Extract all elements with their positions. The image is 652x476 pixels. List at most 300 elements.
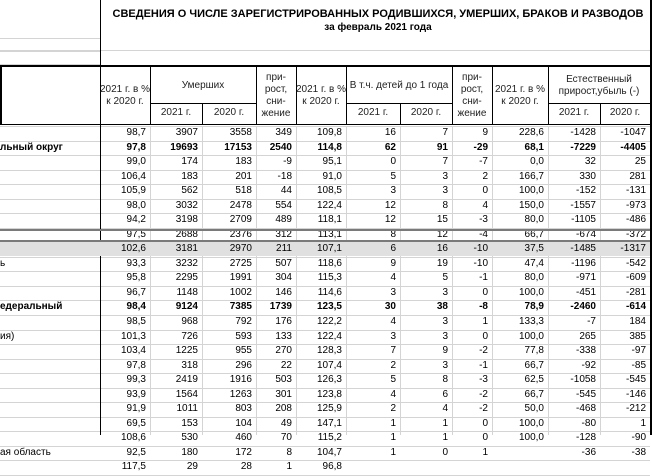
table-cell[interactable]: 77,8: [524, 345, 544, 357]
table-cell[interactable]: 2: [390, 359, 396, 371]
table-row[interactable]: [0, 242, 652, 256]
table-cell[interactable]: 0: [482, 185, 488, 197]
table-cell[interactable]: 503: [275, 374, 292, 386]
table-cell[interactable]: 312: [275, 228, 292, 240]
table-cell[interactable]: 3558: [229, 127, 252, 138]
table-cell[interactable]: 8: [442, 199, 448, 211]
table-cell[interactable]: 123,5: [316, 301, 342, 313]
table-cell[interactable]: 1: [286, 461, 292, 473]
table-cell[interactable]: 3232: [175, 257, 198, 269]
table-cell[interactable]: 593: [235, 330, 252, 342]
table-cell[interactable]: -1196: [571, 257, 596, 269]
table-cell[interactable]: -1317: [620, 243, 646, 255]
table-cell[interactable]: -92: [581, 359, 596, 371]
table-cell[interactable]: 330: [579, 170, 596, 182]
table-cell[interactable]: 1011: [176, 403, 198, 415]
table-cell[interactable]: 2970: [229, 243, 252, 255]
table-cell[interactable]: 2540: [269, 141, 292, 153]
table-cell[interactable]: 1991: [229, 272, 252, 284]
table-cell[interactable]: 5: [442, 272, 448, 284]
table-cell[interactable]: 107,4: [316, 359, 342, 371]
table-row[interactable]: [0, 213, 652, 227]
region-name-cell[interactable]: [0, 431, 98, 445]
region-name-cell[interactable]: [0, 228, 98, 242]
table-cell[interactable]: 208: [275, 403, 292, 415]
table-cell[interactable]: -8: [479, 301, 488, 313]
table-row[interactable]: [0, 315, 652, 329]
table-cell[interactable]: 7: [390, 345, 396, 357]
table-cell[interactable]: 7385: [229, 301, 252, 313]
table-cell[interactable]: 9124: [175, 301, 198, 313]
table-cell[interactable]: -1428: [570, 127, 596, 138]
table-cell[interactable]: 15: [436, 214, 448, 226]
table-cell[interactable]: 0,0: [530, 156, 544, 168]
table-cell[interactable]: 1263: [229, 388, 252, 400]
table-cell[interactable]: -29: [473, 141, 488, 153]
region-name-cell[interactable]: [0, 155, 98, 169]
table-cell[interactable]: -1105: [571, 214, 596, 226]
table-cell[interactable]: 166,7: [518, 170, 544, 182]
table-cell[interactable]: -674: [575, 228, 596, 240]
table-cell[interactable]: 2419: [175, 374, 198, 386]
table-cell[interactable]: 150,0: [518, 199, 544, 211]
table-row[interactable]: [0, 431, 652, 445]
table-cell[interactable]: 304: [275, 272, 292, 284]
table-cell[interactable]: 100,0: [518, 286, 544, 298]
region-name-cell[interactable]: едеральный: [0, 301, 63, 313]
table-cell[interactable]: 792: [235, 316, 252, 328]
table-cell[interactable]: -2: [479, 388, 488, 400]
table-cell[interactable]: 100,0: [518, 330, 544, 342]
table-cell[interactable]: 2295: [175, 272, 198, 284]
table-cell[interactable]: -18: [277, 170, 292, 182]
table-cell[interactable]: 3: [390, 330, 396, 342]
table-cell[interactable]: 201: [235, 170, 252, 182]
table-cell[interactable]: 117,5: [121, 461, 146, 473]
table-cell[interactable]: -1557: [570, 199, 596, 211]
table-row[interactable]: [0, 170, 652, 184]
table-cell[interactable]: -1058: [570, 374, 596, 386]
table-cell[interactable]: 518: [235, 185, 252, 197]
table-cell[interactable]: -152: [575, 185, 596, 197]
region-name-cell[interactable]: [0, 286, 98, 300]
table-cell[interactable]: 0: [482, 432, 488, 444]
table-cell[interactable]: 93,3: [126, 257, 146, 269]
table-row[interactable]: [0, 126, 652, 140]
table-cell[interactable]: -146: [625, 388, 646, 400]
region-name-cell[interactable]: [0, 213, 98, 227]
table-cell[interactable]: 16: [436, 243, 448, 255]
table-cell[interactable]: 97,8: [126, 141, 146, 153]
table-cell[interactable]: -609: [625, 272, 646, 284]
table-cell[interactable]: -486: [625, 214, 646, 226]
table-cell[interactable]: 49: [280, 417, 292, 429]
table-cell[interactable]: 99,3: [126, 374, 146, 386]
table-cell[interactable]: 3: [442, 359, 448, 371]
table-cell[interactable]: 2688: [175, 228, 198, 240]
table-cell[interactable]: -212: [625, 403, 646, 415]
table-cell[interactable]: -2460: [570, 301, 596, 313]
table-cell[interactable]: -85: [631, 359, 646, 371]
region-name-cell[interactable]: [0, 417, 98, 431]
table-cell[interactable]: 1: [442, 432, 448, 444]
table-cell[interactable]: 176: [275, 316, 292, 328]
table-cell[interactable]: 38: [436, 301, 448, 313]
table-cell[interactable]: -1485: [570, 243, 596, 255]
region-name-cell[interactable]: [0, 373, 98, 387]
table-row[interactable]: [0, 330, 652, 344]
table-cell[interactable]: 80,0: [524, 214, 544, 226]
table-cell[interactable]: -545: [575, 388, 596, 400]
table-cell[interactable]: 1: [640, 417, 646, 429]
table-cell[interactable]: 4: [390, 272, 396, 284]
table-cell[interactable]: -971: [575, 272, 596, 284]
table-cell[interactable]: 726: [181, 330, 198, 342]
table-cell[interactable]: -3: [479, 214, 488, 226]
table-row[interactable]: [0, 373, 652, 387]
table-cell[interactable]: 91: [436, 141, 448, 153]
table-row[interactable]: [0, 446, 652, 460]
table-cell[interactable]: 0: [442, 446, 448, 458]
table-cell[interactable]: 108,5: [316, 185, 342, 197]
table-cell[interactable]: 1: [442, 417, 448, 429]
table-cell[interactable]: 7: [442, 127, 448, 138]
table-cell[interactable]: 0: [482, 286, 488, 298]
table-cell[interactable]: 16: [384, 127, 396, 138]
table-cell[interactable]: 3198: [175, 214, 198, 226]
table-cell[interactable]: -7: [587, 316, 596, 328]
table-cell[interactable]: -338: [575, 345, 596, 357]
region-name-cell[interactable]: [0, 184, 98, 198]
table-cell[interactable]: -7: [479, 156, 488, 168]
table-cell[interactable]: 98,7: [126, 127, 146, 138]
table-cell[interactable]: -973: [625, 199, 646, 211]
table-cell[interactable]: 133: [275, 330, 292, 342]
region-name-cell[interactable]: [0, 271, 98, 285]
table-cell[interactable]: 78,9: [524, 301, 544, 313]
table-cell[interactable]: 3: [390, 286, 396, 298]
table-cell[interactable]: 2709: [229, 214, 252, 226]
region-name-cell[interactable]: льный округ: [0, 141, 63, 153]
table-cell[interactable]: 3032: [175, 199, 198, 211]
table-cell[interactable]: 62: [384, 141, 396, 153]
table-cell[interactable]: 66,7: [524, 228, 544, 240]
table-cell[interactable]: 4: [390, 316, 396, 328]
table-cell[interactable]: 9: [482, 127, 488, 138]
table-cell[interactable]: 100,0: [518, 432, 544, 444]
table-cell[interactable]: -2: [479, 403, 488, 415]
table-row[interactable]: [0, 344, 652, 358]
region-name-cell[interactable]: ия): [0, 330, 15, 342]
table-cell[interactable]: 98,0: [126, 199, 146, 211]
table-cell[interactable]: 0: [482, 417, 488, 429]
table-cell[interactable]: 105,9: [120, 185, 146, 197]
table-cell[interactable]: 17153: [224, 141, 252, 153]
table-cell[interactable]: 80,0: [524, 272, 544, 284]
table-cell[interactable]: 4: [442, 403, 448, 415]
table-cell[interactable]: 153: [181, 417, 198, 429]
table-row[interactable]: [0, 402, 652, 416]
table-cell[interactable]: 1002: [229, 286, 252, 298]
table-cell[interactable]: 94,2: [126, 214, 146, 226]
table-cell[interactable]: 9: [442, 345, 448, 357]
table-cell[interactable]: 118,1: [317, 214, 342, 226]
table-cell[interactable]: 1148: [176, 286, 198, 298]
table-cell[interactable]: 25: [634, 156, 646, 168]
table-row[interactable]: [0, 286, 652, 300]
table-cell[interactable]: 37,5: [524, 243, 544, 255]
table-cell[interactable]: 19693: [170, 141, 198, 153]
table-cell[interactable]: 123,8: [316, 388, 342, 400]
table-cell[interactable]: [452, 460, 488, 474]
table-cell[interactable]: 32: [584, 156, 596, 168]
table-cell[interactable]: -545: [625, 374, 646, 386]
table-cell[interactable]: 93,9: [126, 388, 146, 400]
table-cell[interactable]: 460: [235, 432, 252, 444]
table-cell[interactable]: 70: [280, 432, 292, 444]
table-cell[interactable]: 8: [390, 228, 396, 240]
table-cell[interactable]: -372: [625, 228, 646, 240]
table-cell[interactable]: 562: [181, 185, 198, 197]
table-cell[interactable]: 96,7: [126, 286, 146, 298]
table-cell[interactable]: 184: [629, 316, 646, 328]
table-cell[interactable]: 147,1: [316, 417, 342, 429]
table-cell[interactable]: 122,2: [316, 316, 342, 328]
region-name-cell[interactable]: ь: [0, 257, 6, 269]
table-cell[interactable]: -128: [575, 432, 596, 444]
table-row[interactable]: [0, 199, 652, 213]
table-cell[interactable]: 349: [275, 127, 292, 138]
table-cell[interactable]: 97,5: [126, 228, 146, 240]
table-cell[interactable]: 228,6: [518, 127, 544, 138]
table-cell[interactable]: 1: [482, 316, 488, 328]
table-cell[interactable]: 22: [280, 359, 292, 371]
table-cell[interactable]: 968: [181, 316, 198, 328]
table-cell[interactable]: 19: [436, 257, 448, 269]
table-cell[interactable]: 146: [275, 286, 292, 298]
table-cell[interactable]: 2: [482, 170, 488, 182]
table-cell[interactable]: 98,4: [126, 301, 146, 313]
table-cell[interactable]: 3181: [175, 243, 198, 255]
region-name-cell[interactable]: [0, 170, 98, 184]
table-row[interactable]: [0, 359, 652, 373]
table-cell[interactable]: 1: [390, 446, 396, 458]
table-cell[interactable]: 2: [390, 403, 396, 415]
table-cell[interactable]: 1: [390, 432, 396, 444]
table-cell[interactable]: 69,5: [126, 417, 146, 429]
table-cell[interactable]: 66,7: [524, 359, 544, 371]
table-cell[interactable]: -38: [631, 446, 646, 458]
table-cell[interactable]: 118,6: [317, 257, 342, 269]
table-cell[interactable]: -7229: [570, 141, 596, 153]
table-cell[interactable]: 95,1: [322, 156, 342, 168]
table-cell[interactable]: 97,8: [126, 359, 146, 371]
table-cell[interactable]: -4: [479, 228, 488, 240]
table-cell[interactable]: 104: [235, 417, 252, 429]
region-name-cell[interactable]: [0, 344, 98, 358]
table-cell[interactable]: 50,0: [524, 403, 544, 415]
table-cell[interactable]: 7: [442, 156, 448, 168]
table-cell[interactable]: -4405: [620, 141, 646, 153]
table-cell[interactable]: 115,2: [317, 432, 342, 444]
table-cell[interactable]: 0: [390, 156, 396, 168]
table-cell[interactable]: 1: [482, 446, 488, 458]
table-cell[interactable]: 211: [276, 243, 292, 255]
region-name-cell[interactable]: [0, 126, 98, 140]
table-cell[interactable]: 174: [181, 156, 198, 168]
table-cell[interactable]: 2725: [229, 257, 252, 269]
table-row[interactable]: [0, 257, 652, 271]
table-cell[interactable]: 530: [181, 432, 198, 444]
table-cell[interactable]: 270: [275, 345, 292, 357]
region-name-cell[interactable]: [0, 460, 98, 474]
table-cell[interactable]: [346, 460, 396, 474]
table-cell[interactable]: 91,0: [322, 170, 342, 182]
region-name-cell[interactable]: [0, 388, 98, 402]
region-name-cell[interactable]: [0, 402, 98, 416]
table-row[interactable]: [0, 417, 652, 431]
table-cell[interactable]: 3907: [175, 127, 198, 138]
table-cell[interactable]: 180: [181, 446, 198, 458]
table-cell[interactable]: 4: [482, 199, 488, 211]
table-cell[interactable]: 101,3: [120, 330, 146, 342]
table-cell[interactable]: 113,1: [317, 228, 342, 240]
table-cell[interactable]: 5: [390, 374, 396, 386]
table-cell[interactable]: 183: [181, 170, 198, 182]
table-cell[interactable]: 955: [235, 345, 252, 357]
table-cell[interactable]: 172: [235, 446, 252, 458]
table-row[interactable]: [0, 228, 652, 242]
table-cell[interactable]: 128,3: [316, 345, 342, 357]
table-cell[interactable]: 100,0: [518, 417, 544, 429]
table-row[interactable]: [0, 271, 652, 285]
table-cell[interactable]: 106,4: [120, 170, 146, 182]
table-cell[interactable]: 0: [482, 330, 488, 342]
table-cell[interactable]: 12: [384, 199, 396, 211]
table-cell[interactable]: 47,4: [524, 257, 544, 269]
table-cell[interactable]: 30: [384, 301, 396, 313]
table-cell[interactable]: 183: [235, 156, 252, 168]
table-cell[interactable]: -36: [581, 446, 596, 458]
table-cell[interactable]: 3: [390, 185, 396, 197]
region-name-cell[interactable]: [0, 199, 98, 213]
table-cell[interactable]: 3: [442, 286, 448, 298]
table-cell[interactable]: [548, 460, 596, 474]
table-cell[interactable]: 66,7: [524, 388, 544, 400]
table-cell[interactable]: 62,5: [524, 374, 544, 386]
table-cell[interactable]: 133,3: [518, 316, 544, 328]
table-cell[interactable]: 281: [629, 170, 646, 182]
table-cell[interactable]: -542: [625, 257, 646, 269]
table-cell[interactable]: 109,8: [316, 127, 342, 138]
table-cell[interactable]: 3: [442, 185, 448, 197]
table-cell[interactable]: 92,5: [126, 446, 146, 458]
table-cell[interactable]: -614: [625, 301, 646, 313]
table-cell[interactable]: 28: [240, 461, 252, 473]
table-row[interactable]: [0, 388, 652, 402]
table-cell[interactable]: 100,0: [518, 185, 544, 197]
table-cell[interactable]: [492, 446, 544, 460]
table-cell[interactable]: 1916: [229, 374, 252, 386]
table-cell[interactable]: -1: [479, 272, 488, 284]
table-cell[interactable]: 12: [436, 228, 448, 240]
table-cell[interactable]: 126,3: [316, 374, 342, 386]
table-cell[interactable]: 296: [235, 359, 252, 371]
table-row[interactable]: [0, 155, 652, 169]
table-cell[interactable]: -3: [479, 374, 488, 386]
table-cell[interactable]: 4: [390, 388, 396, 400]
table-cell[interactable]: 489: [275, 214, 292, 226]
table-cell[interactable]: 122,4: [316, 330, 342, 342]
table-cell[interactable]: 114,8: [317, 141, 342, 153]
table-cell[interactable]: 3: [442, 330, 448, 342]
table-row[interactable]: [0, 460, 652, 474]
table-cell[interactable]: 104,7: [316, 446, 342, 458]
table-cell[interactable]: 108,6: [120, 432, 146, 444]
table-cell[interactable]: 8: [442, 374, 448, 386]
table-cell[interactable]: 2376: [229, 228, 252, 240]
table-cell[interactable]: -90: [631, 432, 646, 444]
region-name-cell[interactable]: [0, 359, 98, 373]
table-cell[interactable]: [492, 460, 544, 474]
table-cell[interactable]: -10: [473, 243, 488, 255]
table-cell[interactable]: 803: [235, 403, 252, 415]
table-cell[interactable]: 318: [181, 359, 198, 371]
table-row[interactable]: [0, 300, 652, 314]
region-name-cell[interactable]: [0, 315, 98, 329]
table-cell[interactable]: 98,5: [126, 316, 146, 328]
table-cell[interactable]: 68,1: [524, 141, 544, 153]
table-row[interactable]: [0, 141, 652, 155]
table-cell[interactable]: 5: [390, 170, 396, 182]
table-row[interactable]: [0, 184, 652, 198]
table-cell[interactable]: 1: [390, 417, 396, 429]
table-cell[interactable]: -1: [479, 359, 488, 371]
region-name-cell[interactable]: [0, 242, 98, 256]
table-cell[interactable]: 1739: [269, 301, 292, 313]
table-cell[interactable]: 265: [579, 330, 596, 342]
table-cell[interactable]: -468: [575, 403, 596, 415]
table-cell[interactable]: 96,8: [322, 461, 342, 473]
table-cell[interactable]: 103,4: [120, 345, 146, 357]
table-cell[interactable]: -1047: [620, 127, 646, 138]
table-cell[interactable]: 3: [442, 316, 448, 328]
table-cell[interactable]: [400, 460, 448, 474]
table-cell[interactable]: 122,4: [316, 199, 342, 211]
table-cell[interactable]: 1225: [175, 345, 198, 357]
table-cell[interactable]: 8: [286, 446, 292, 458]
table-cell[interactable]: 102,6: [120, 243, 146, 255]
table-cell[interactable]: 44: [280, 185, 292, 197]
table-cell[interactable]: 107,1: [316, 243, 342, 255]
table-cell[interactable]: 95,8: [126, 272, 146, 284]
table-cell[interactable]: -97: [631, 345, 646, 357]
table-cell[interactable]: 99,0: [126, 156, 146, 168]
table-cell[interactable]: -281: [625, 286, 646, 298]
table-cell[interactable]: 6: [390, 243, 396, 255]
table-cell[interactable]: 2478: [229, 199, 252, 211]
table-cell[interactable]: -131: [625, 185, 646, 197]
table-cell[interactable]: [600, 460, 646, 474]
table-cell[interactable]: 115,3: [317, 272, 342, 284]
table-cell[interactable]: -2: [479, 345, 488, 357]
table-cell[interactable]: 554: [275, 199, 292, 211]
table-cell[interactable]: 3: [442, 170, 448, 182]
table-cell[interactable]: 6: [442, 388, 448, 400]
table-cell[interactable]: 9: [390, 257, 396, 269]
table-cell[interactable]: -10: [473, 257, 488, 269]
table-cell[interactable]: 91,9: [126, 403, 146, 415]
